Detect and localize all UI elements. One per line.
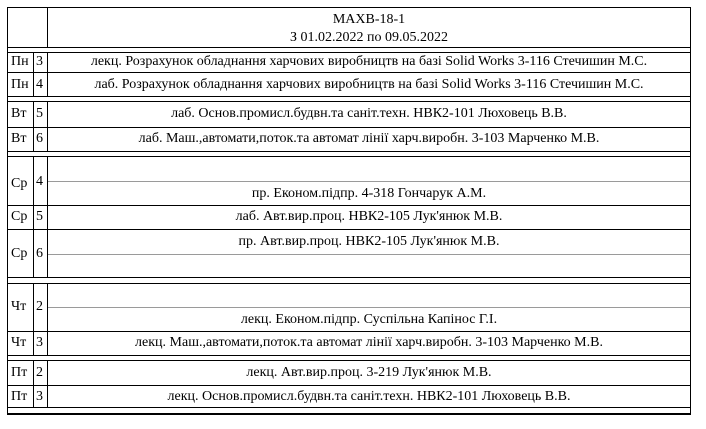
day-label: Чт bbox=[11, 299, 27, 314]
day-label: Пн bbox=[11, 77, 29, 92]
day-label: Ср bbox=[11, 209, 28, 224]
class-entry: пр. Економ.підпр. 4-318 Гончарук А.М. bbox=[251, 186, 487, 201]
day-label: Чт bbox=[11, 335, 27, 350]
day-pair-divider bbox=[33, 101, 34, 152]
row-divider bbox=[7, 385, 691, 386]
row-divider bbox=[7, 72, 691, 73]
pair-number: 2 bbox=[36, 299, 43, 314]
day-label: Вт bbox=[11, 106, 27, 121]
pair-number: 3 bbox=[36, 54, 43, 69]
empty-slot-line bbox=[48, 254, 690, 255]
table-left-border bbox=[7, 7, 8, 415]
row-divider bbox=[7, 205, 691, 206]
class-entry: лекц. Маш.,автомати,поток.та автомат лінії харч.виробн. 3-103 Марченко М.В. bbox=[135, 335, 603, 350]
pair-number: 4 bbox=[36, 77, 43, 92]
pair-number: 6 bbox=[36, 131, 43, 146]
day-separator bbox=[7, 355, 691, 356]
class-entry: лекц. Авт.вир.проц. 3-219 Лук'янюк М.В. bbox=[246, 365, 492, 380]
day-separator bbox=[7, 283, 691, 284]
empty-slot-line bbox=[48, 307, 690, 308]
table-top-border bbox=[7, 7, 691, 8]
pair-number: 3 bbox=[36, 335, 43, 350]
pair-number: 4 bbox=[36, 174, 43, 189]
class-entry: лекц. Основ.промисл.будвн.та саніт.техн. НВК2-101 Люховець В.В. bbox=[167, 389, 571, 404]
day-pair-divider bbox=[33, 156, 34, 278]
pair-number: 2 bbox=[36, 365, 43, 380]
group-title: МАХВ-18-1 bbox=[332, 12, 406, 27]
class-entry: лаб. Основ.промисл.будвн.та саніт.техн. НВК2-101 Люховець В.В. bbox=[171, 106, 567, 121]
day-separator bbox=[7, 52, 691, 53]
day-separator bbox=[7, 96, 691, 97]
day-separator bbox=[7, 151, 691, 152]
row-divider bbox=[7, 229, 691, 230]
pair-number: 6 bbox=[36, 246, 43, 261]
day-separator bbox=[7, 360, 691, 361]
day-label: Пн bbox=[11, 54, 29, 69]
pair-number: 3 bbox=[36, 389, 43, 404]
table-right-border bbox=[690, 7, 691, 415]
day-pair-divider bbox=[33, 360, 34, 408]
header-bottom-line bbox=[7, 47, 691, 48]
day-label: Пт bbox=[11, 365, 28, 380]
class-entry: лаб. Маш.,автомати,поток.та автомат лінії харч.виробн. 3-103 Марченко М.В. bbox=[138, 131, 600, 146]
row-divider bbox=[7, 331, 691, 332]
table-bottom-border bbox=[7, 413, 691, 415]
day-label: Вт bbox=[11, 131, 27, 146]
day-separator bbox=[7, 277, 691, 278]
period-subtitle: З 01.02.2022 по 09.05.2022 bbox=[289, 30, 448, 45]
class-entry: лаб. Розрахунок обладнання харчових виробництв на базі Solid Works 3-116 Стечишин М.С. bbox=[94, 77, 644, 92]
day-label: Ср bbox=[11, 176, 28, 191]
class-entry: лаб. Авт.вир.проц. НВК2-105 Лук'янюк М.В. bbox=[235, 209, 503, 224]
day-separator bbox=[7, 101, 691, 102]
day-pair-divider bbox=[33, 283, 34, 356]
pair-number: 5 bbox=[36, 106, 43, 121]
class-entry: пр. Авт.вир.проц. НВК2-105 Лук'янюк М.В. bbox=[238, 234, 500, 249]
class-entry: лекц. Економ.підпр. Суспільна Капінос Г.І. bbox=[240, 312, 498, 327]
day-label: Ср bbox=[11, 246, 28, 261]
pair-number: 5 bbox=[36, 209, 43, 224]
row-divider bbox=[7, 127, 691, 128]
day-label: Пт bbox=[11, 389, 28, 404]
day-pair-divider bbox=[33, 52, 34, 97]
day-separator bbox=[7, 407, 691, 408]
day-separator bbox=[7, 156, 691, 157]
class-entry: лекц. Розрахунок обладнання харчових виробництв на базі Solid Works 3-116 Стечишин М.С. bbox=[90, 54, 648, 69]
empty-slot-line bbox=[48, 181, 690, 182]
